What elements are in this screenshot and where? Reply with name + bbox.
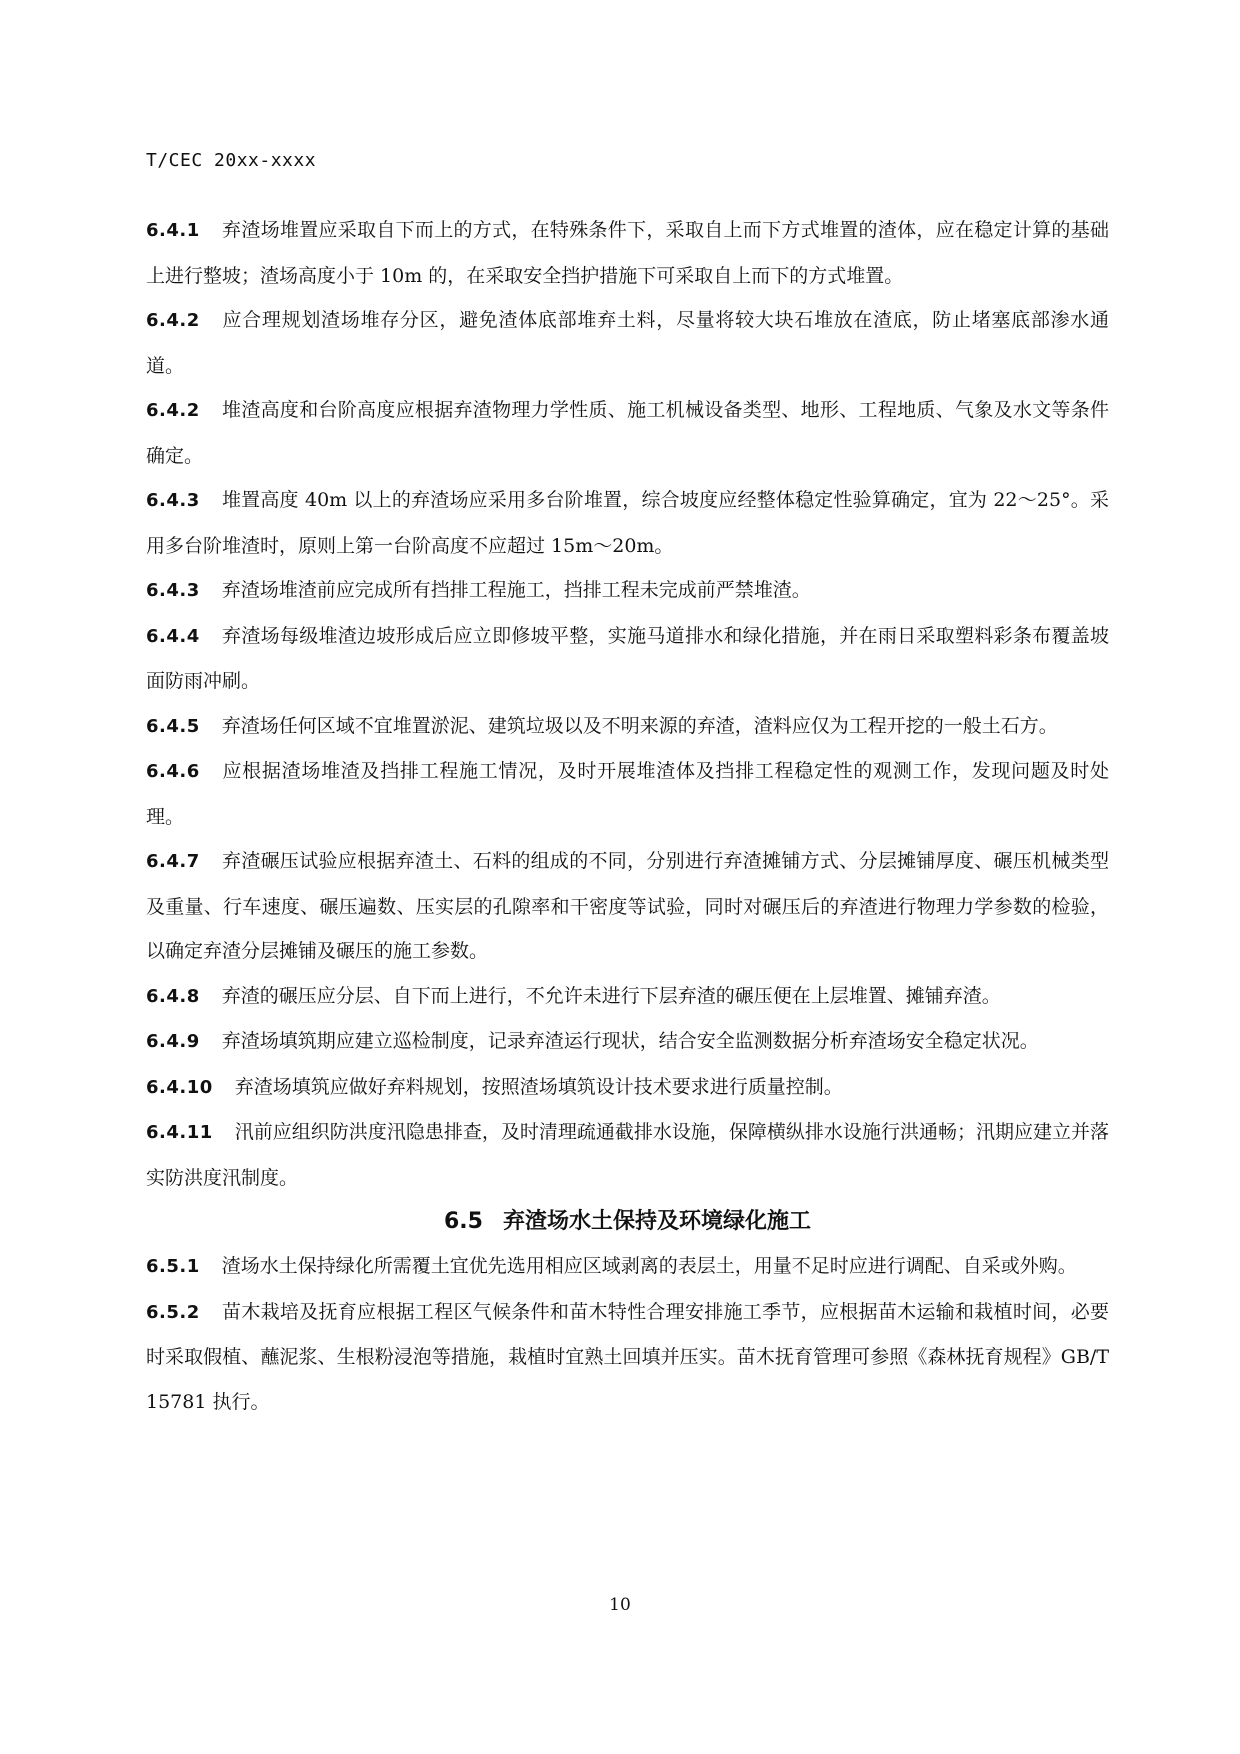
clause-number: 6.4.6 [146,761,200,782]
clause [146,704,1109,750]
clause [146,1290,1109,1425]
clause [146,1244,1109,1290]
clause-number: 6.4.3 [146,490,200,511]
clause [146,1110,1109,1200]
document-body [146,208,1109,1424]
clause-number: 6.5.1 [146,1256,200,1277]
clause [146,568,1109,614]
clause [146,614,1109,704]
page-number: 10 [609,1595,631,1615]
clause-text: 弃渣场任何区域不宜堆置淤泥、建筑垃圾以及不明来源的弃渣，渣料应仅为工程开挖的一般土石方。 [221,714,1058,737]
clause [146,478,1109,568]
clause [146,974,1109,1020]
clause-text: 堆渣高度和台阶高度应根据弃渣物理力学性质、施工机械设备类型、地形、工程地质、气象及水文等条件确定。 [146,399,1109,467]
clause-text: 渣场水土保持绿化所需覆土宜优先选用相应区域剥离的表层土，用量不足时应进行调配、自采或外购。 [221,1255,1077,1277]
clause-text: 弃渣场每级堆渣边坡形成后应立即修坡平整，实施马道排水和绿化措施，并在雨日采取塑料彩条布覆盖坡面防雨冲刷。 [146,624,1109,692]
section-number: 6.5 [444,1209,483,1234]
clause-number: 6.4.2 [146,400,200,421]
section-heading [146,1200,1109,1244]
clause-text: 弃渣场堆渣前应完成所有挡排工程施工，挡排工程未完成前严禁堆渣。 [221,579,811,601]
clause [146,749,1109,839]
clause [146,1019,1109,1065]
clause-number: 6.4.2 [146,310,200,331]
clause [146,298,1109,388]
clause-number: 6.4.4 [146,625,200,647]
clause-text: 堆置高度 40m 以上的弃渣场应采用多台阶堆置，综合坡度应经整体稳定性验算确定，宜为 22～25°。采用多台阶堆渣时，原则上第一台阶高度不应超过 15m～20m。 [146,489,1109,557]
clause-number: 6.4.8 [146,985,200,1007]
clause-text: 应根据渣场堆渣及挡排工程施工情况，及时开展堆渣体及挡排工程稳定性的观测工作，发现问题及时处理。 [146,760,1109,828]
clause-text: 弃渣场填筑应做好弃料规划，按照渣场填筑设计技术要求进行质量控制。 [234,1075,843,1098]
clause-number: 6.4.11 [146,1122,213,1143]
clause-number: 6.4.7 [146,851,200,872]
clause-text: 苗木栽培及抚育应根据工程区气候条件和苗木特性合理安排施工季节，应根据苗木运输和栽植时间，必要时采取假植、蘸泥浆、生根粉浸泡等措施，栽植时宜熟土回填并压实。苗木抚育管理可参照《森林抚育规程》GB/T 15781 执行。 [146,1300,1109,1413]
clause-number: 6.5.2 [146,1301,200,1323]
clause-text: 弃渣的碾压应分层、自下而上进行，不允许未进行下层弃渣的碾压便在上层堆置、摊铺弃渣。 [221,984,1001,1007]
clause-number: 6.4.5 [146,715,200,737]
clause-number: 6.4.3 [146,580,200,601]
clause-text: 弃渣场填筑期应建立巡检制度，记录弃渣运行现状，结合安全监测数据分析弃渣场安全稳定状况。 [221,1030,1039,1052]
clause-number: 6.4.9 [146,1031,200,1052]
clause-number: 6.4.1 [146,220,200,241]
clause [146,1065,1109,1111]
document-code-header: T/CEC 20xx-xxxx [146,150,317,171]
clause-text: 弃渣场堆置应采取自下而上的方式，在特殊条件下，采取自上而下方式堆置的渣体，应在稳定计算的基础上进行整坡；渣场高度小于 10m 的，在采取安全挡护措施下可采取自上而下的方式堆置。 [146,219,1109,287]
section-title-text: 弃渣场水土保持及环境绿化施工 [502,1209,811,1234]
clause [146,839,1109,974]
clause [146,208,1109,298]
clause-text: 汛前应组织防洪度汛隐患排查，及时清理疏通截排水设施，保障横纵排水设施行洪通畅；汛期应建立并落实防洪度汛制度。 [146,1121,1109,1189]
clause-number: 6.4.10 [146,1076,213,1098]
clause-text: 应合理规划渣场堆存分区，避免渣体底部堆弃土料，尽量将较大块石堆放在渣底，防止堵塞底部渗水通道。 [146,309,1109,377]
clause [146,388,1109,478]
clause-text: 弃渣碾压试验应根据弃渣土、石料的组成的不同，分别进行弃渣摊铺方式、分层摊铺厚度、碾压机械类型及重量、行车速度、碾压遍数、压实层的孔隙率和干密度等试验，同时对碾压后的弃渣进行物理力学参数的检验，以确定弃渣分层摊铺及碾压的施工参数。 [146,850,1109,962]
